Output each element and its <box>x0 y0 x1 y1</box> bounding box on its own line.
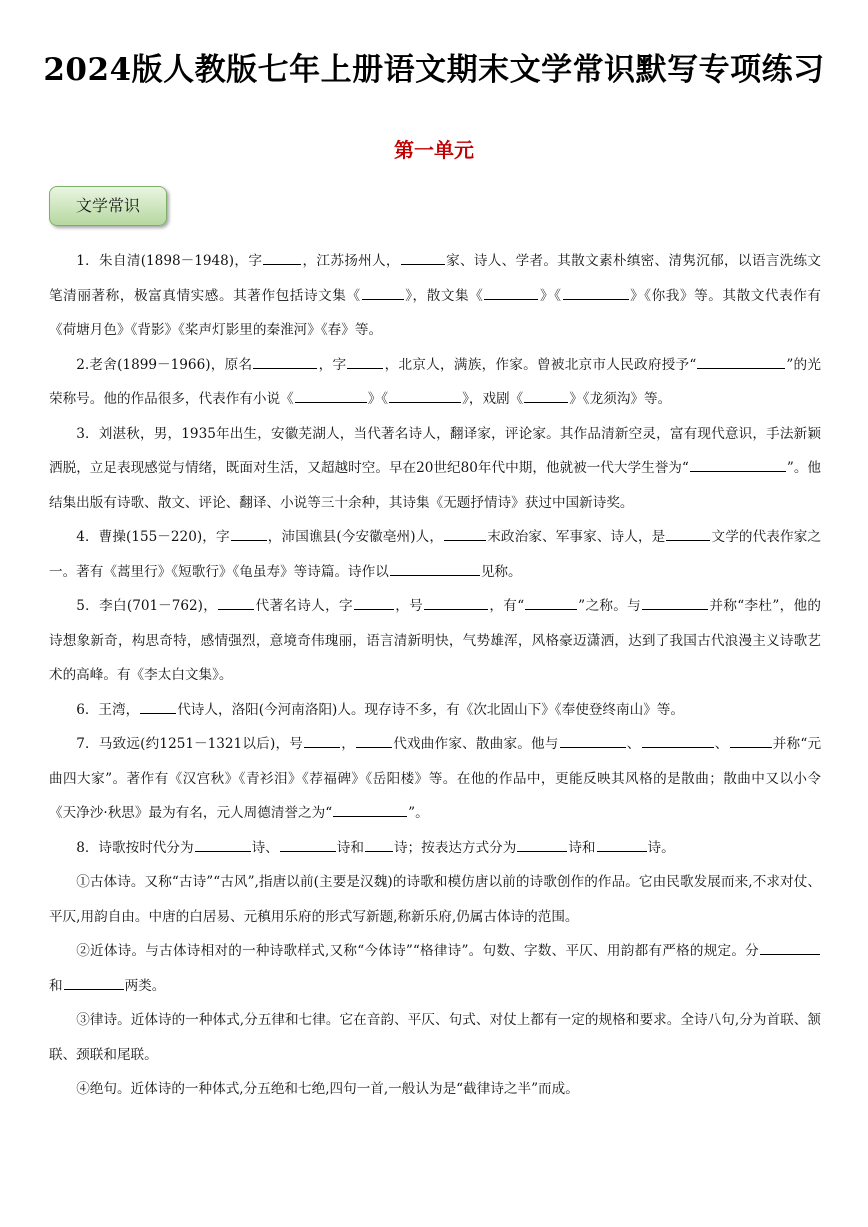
paragraph-text: 6．王湾， <box>76 701 140 718</box>
paragraph-text: 诗和 <box>336 839 364 856</box>
paragraph-text: ①古体诗。又称“古诗”“古风”,指唐以前(主要是汉魏)的诗歌和模仿唐以前的诗歌创作的作品。它由民歌发展而来,不求对仗、平仄,用韵自由。中唐的白居易、元稹用乐府的形式写新题,称新乐府,仍属古体诗的范围。 <box>49 874 821 925</box>
question-paragraph <box>49 831 821 866</box>
answer-blank[interactable] <box>362 285 404 300</box>
answer-blank[interactable] <box>524 388 568 403</box>
answer-blank[interactable] <box>389 388 461 403</box>
answer-blank[interactable] <box>354 595 394 610</box>
paragraph-text: 》《 <box>367 391 389 407</box>
paragraph-text: 7．马致远(约1251－1321以后)，号 <box>76 736 304 752</box>
question-paragraph <box>49 417 821 521</box>
answer-blank[interactable] <box>253 354 317 369</box>
paragraph-text: 和 <box>49 977 63 994</box>
answer-blank[interactable] <box>304 733 340 748</box>
question-paragraph <box>49 348 821 417</box>
paragraph-text: 末政治家、军事家、诗人，是 <box>487 529 666 545</box>
answer-blank[interactable] <box>424 595 488 610</box>
paragraph-text: ，字 <box>318 356 347 373</box>
paragraph-text: 代著名诗人，字 <box>255 598 353 614</box>
document-title: 2024版人教版七年上册语文期末文学常识默写专项练习 <box>43 52 825 88</box>
paragraph-text: 并称“李杜”，他的诗想象新奇，构思奇特，感情强烈，意境奇伟瑰丽，语言清新明快，气势雄浑，风格豪迈潇洒，达到了我国古代浪漫主义诗歌艺术的高峰。有《李太白文集》。 <box>49 598 822 683</box>
answer-blank[interactable] <box>140 699 176 714</box>
answer-blank[interactable] <box>560 733 626 748</box>
paragraph-text: 家、诗人、学者。其散文素朴缜密、清隽沉郁，以语言洗练文笔清丽著称，极富真情实感。其著作包括诗文集《 <box>49 253 821 304</box>
answer-blank[interactable] <box>760 940 820 955</box>
answer-blank[interactable] <box>280 837 336 852</box>
paragraph-text: ，有“ <box>489 598 525 614</box>
question-paragraph <box>49 1003 821 1072</box>
paragraph-text: ， <box>341 736 356 752</box>
paragraph-text: ”。他结集出版有诗歌、散文、评论、翻译、小说等三十余种，其诗集《无题抒情诗》获过中国新诗奖。 <box>49 460 822 511</box>
paragraph-text: ”。 <box>408 805 429 821</box>
paragraph-text: 》《你我》等。其散文代表作有《荷塘月色》《背影》《桨声灯影里的秦淮河》《春》等。 <box>49 287 822 338</box>
answer-blank[interactable] <box>401 250 445 265</box>
answer-blank[interactable] <box>365 837 393 852</box>
answer-blank[interactable] <box>390 561 480 576</box>
paragraph-text: ”之称。与 <box>578 598 642 614</box>
question-list <box>49 244 821 1107</box>
question-paragraph <box>49 1072 821 1107</box>
paragraph-text: ，北京人，满族，作家。曾被北京市人民政府授予“ <box>384 356 697 373</box>
paragraph-text: 两类。 <box>124 977 166 994</box>
paragraph-text: 1．朱自清(1898－1948)，字 <box>76 253 263 269</box>
answer-blank[interactable] <box>642 733 714 748</box>
question-paragraph <box>49 520 821 589</box>
paragraph-text: 诗、 <box>251 839 279 856</box>
answer-blank[interactable] <box>444 526 486 541</box>
question-paragraph <box>49 244 821 348</box>
paragraph-text: 8．诗歌按时代分为 <box>76 839 194 856</box>
paragraph-text: 5．李白(701－762)， <box>76 598 218 614</box>
answer-blank[interactable] <box>517 837 567 852</box>
paragraph-text: 》，散文集《 <box>404 287 484 304</box>
paragraph-text: ③律诗。近体诗的一种体式,分五律和七律。它在音韵、平仄、句式、对仗上都有一定的规格和要求。全诗八句,分为首联、颔联、颈联和尾联。 <box>49 1012 821 1063</box>
paragraph-text: 》，戏剧《 <box>462 391 524 407</box>
question-paragraph <box>49 727 821 831</box>
answer-blank[interactable] <box>697 354 785 369</box>
paragraph-text: 代诗人，洛阳(今河南洛阳)人。现存诗不多，有《次北固山下》《奉使登终南山》等。 <box>177 701 684 718</box>
answer-blank[interactable] <box>356 733 392 748</box>
paragraph-text: ②近体诗。与古体诗相对的一种诗歌样式,又称“今体诗”“格律诗”。句数、字数、平仄、用韵都有严格的规定。分 <box>76 943 759 959</box>
answer-blank[interactable] <box>484 285 538 300</box>
paragraph-text: 》《龙须沟》等。 <box>569 391 672 407</box>
answer-blank[interactable] <box>333 802 407 817</box>
paragraph-text: 3．刘湛秋，男，1935年出生，安徽芜湖人，当代著名诗人，翻译家，评论家。其作品清新空灵，富有现代意识，手法新颖洒脱，立足表现感觉与情绪，既面对生活，又超越时空。早在20世纪80年代中期，他就被一代大学生誉为“ <box>49 425 821 476</box>
answer-blank[interactable] <box>347 354 383 369</box>
answer-blank[interactable] <box>263 250 301 265</box>
question-paragraph <box>49 589 821 693</box>
paragraph-text: 2.老舍(1899－1966)，原名 <box>76 356 253 373</box>
paragraph-text: 》《 <box>539 287 562 304</box>
answer-blank[interactable] <box>195 837 251 852</box>
paragraph-text: ，号 <box>394 598 424 614</box>
paragraph-text: 诗。 <box>647 839 675 856</box>
answer-blank[interactable] <box>525 595 577 610</box>
paragraph-text: ”的光荣称号。他的作品很多，代表作有小说《 <box>49 356 822 407</box>
answer-blank[interactable] <box>64 975 124 990</box>
unit-heading: 第一单元 <box>394 138 474 162</box>
answer-blank[interactable] <box>690 457 786 472</box>
paragraph-text: 并称“元曲四大家”。著作有《汉宫秋》《青衫泪》《荐福碑》《岳阳楼》等。在他的作品中，更能反映其风格的是散曲；散曲中又以小令《天净沙·秋思》最为有名，元人周德清誉之为“ <box>49 736 822 821</box>
paragraph-text: 诗；按表达方式分为 <box>393 839 517 856</box>
answer-blank[interactable] <box>666 526 710 541</box>
section-tag: 文学常识 <box>49 186 167 226</box>
paragraph-text: 文学的代表作家之一。著有《蒿里行》《短歌行》《龟虽寿》等诗篇。诗作以 <box>49 529 822 580</box>
answer-blank[interactable] <box>563 285 629 300</box>
question-paragraph <box>49 693 821 728</box>
answer-blank[interactable] <box>218 595 254 610</box>
answer-blank[interactable] <box>231 526 267 541</box>
paragraph-text: ，沛国谯县(今安徽亳州)人， <box>267 529 444 545</box>
paragraph-text: 、 <box>714 736 729 752</box>
paragraph-text: 诗和 <box>568 839 596 856</box>
question-paragraph <box>49 865 821 934</box>
answer-blank[interactable] <box>642 595 708 610</box>
answer-blank[interactable] <box>730 733 772 748</box>
answer-blank[interactable] <box>295 388 367 403</box>
paragraph-text: 见称。 <box>480 563 522 580</box>
paragraph-text: 、 <box>626 736 641 752</box>
paragraph-text: ，江苏扬州人， <box>302 253 400 269</box>
paragraph-text: 代戏曲作家、散曲家。他与 <box>393 736 559 752</box>
answer-blank[interactable] <box>597 837 647 852</box>
paragraph-text: 4．曹操(155－220)，字 <box>76 529 230 545</box>
paragraph-text: ④绝句。近体诗的一种体式,分五绝和七绝,四句一首,一般认为是“截律诗之半”而成。 <box>76 1081 579 1097</box>
question-paragraph <box>49 934 821 1003</box>
